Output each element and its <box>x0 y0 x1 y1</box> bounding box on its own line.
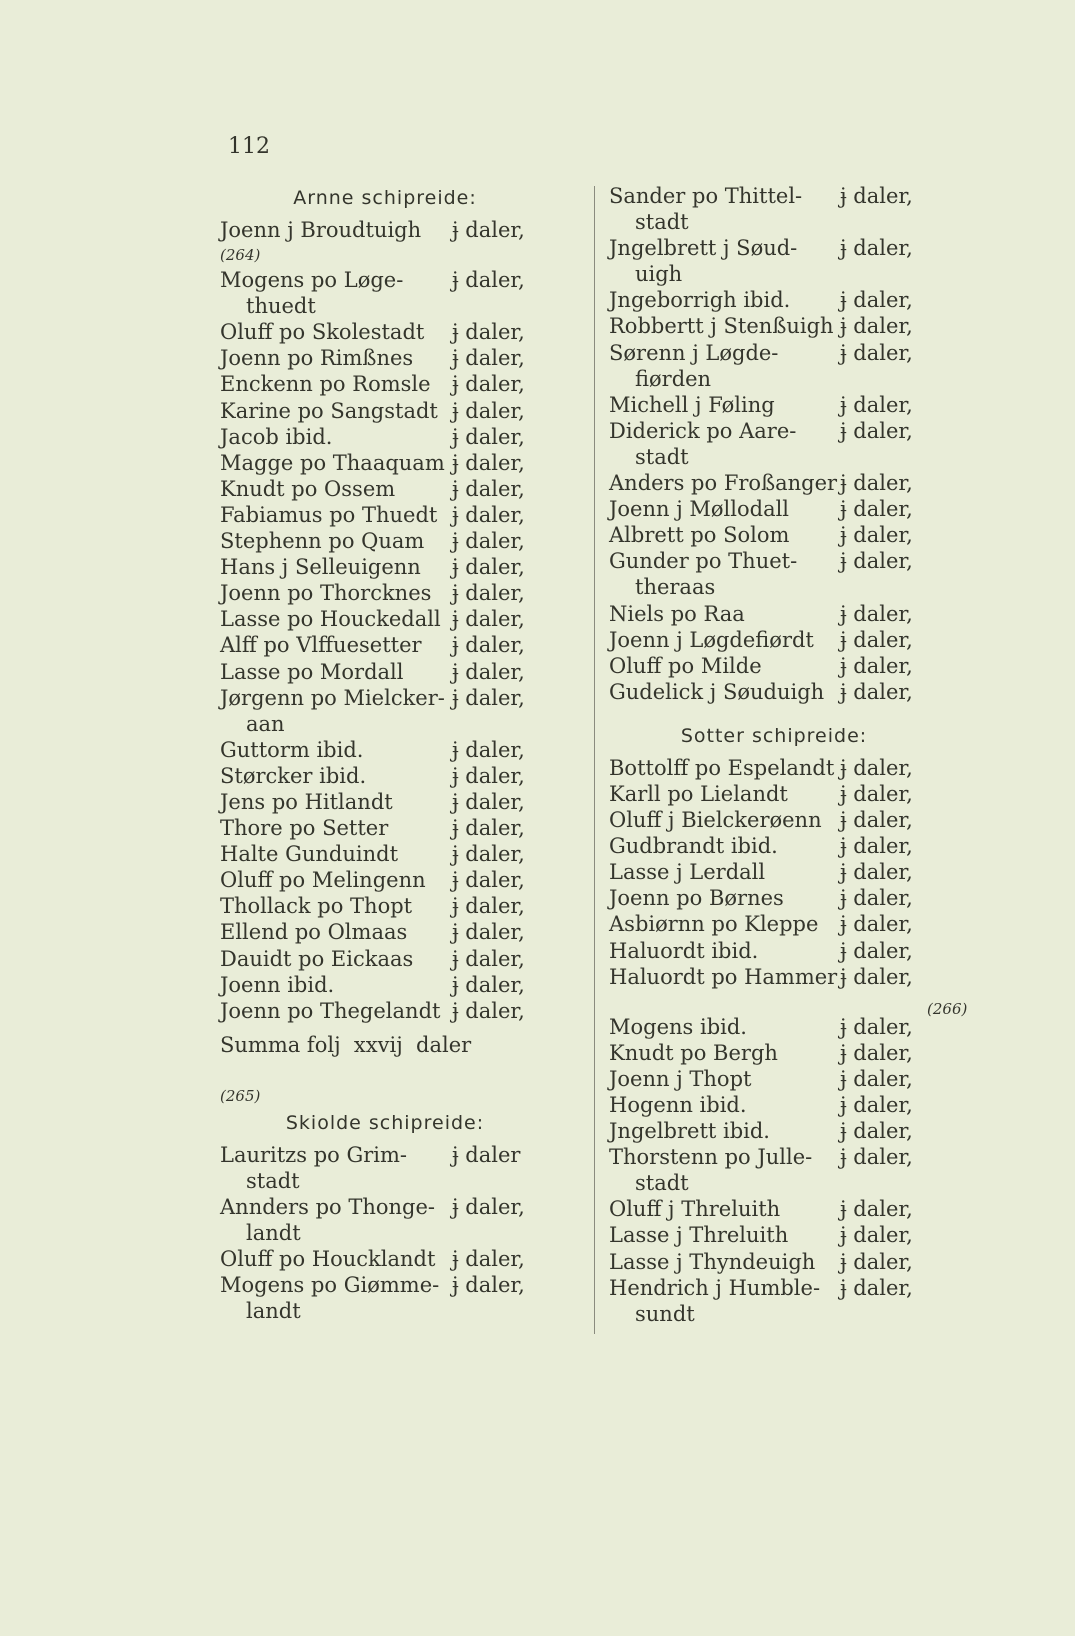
entry <box>609 1066 939 1092</box>
entry <box>220 867 550 893</box>
entry-name: Haluordt ibid. <box>609 938 759 963</box>
entry <box>220 424 550 450</box>
entry <box>609 522 939 548</box>
entry-amount: ɉ daler, <box>840 860 913 885</box>
entry-amount: ɉ daler, <box>452 607 525 632</box>
entry-name: Thollack po Thopt <box>220 894 413 919</box>
entry-name: Dauidt po Eickaas <box>220 946 414 971</box>
entry <box>220 737 550 763</box>
entry-name: Oluff po Houcklandt <box>220 1247 436 1272</box>
entry <box>609 1144 939 1170</box>
left-column <box>220 183 550 1325</box>
entry-name: Oluff po Melingenn <box>220 868 426 893</box>
entry <box>220 1194 550 1220</box>
entry-amount: ɉ daler, <box>452 398 525 423</box>
entry-name: Joenn po Thegelandt <box>220 998 441 1023</box>
entry-list <box>609 1014 939 1327</box>
entry-name: Karll po Lielandt <box>609 781 788 806</box>
entry-amount: ɉ daler, <box>840 834 913 859</box>
entry-amount: ɉ daler, <box>840 1223 913 1248</box>
entry-list <box>609 755 939 990</box>
entry <box>609 392 939 418</box>
entry-amount: ɉ daler, <box>840 886 913 911</box>
entry-name: Asbiørnn po Kleppe <box>609 912 819 937</box>
entry <box>609 287 939 313</box>
entry-name: Lauritzs po Grim- <box>220 1142 408 1167</box>
entry-name: Lasse j Lerdall <box>609 860 766 885</box>
entry-name: Gudbrandt ibid. <box>609 834 778 859</box>
entry-name: Magge po Thaaquam <box>220 450 445 475</box>
entry-name: Lasse po Mordall <box>220 659 404 684</box>
entry-name: Oluff j Bielckerøenn <box>609 808 822 833</box>
entry-amount: ɉ daler, <box>840 938 913 963</box>
entry-amount: ɉ daler, <box>452 1247 525 1272</box>
entry-name: Knudt po Ossem <box>220 476 396 501</box>
entry <box>609 627 939 653</box>
entry <box>220 398 550 424</box>
entry-name: Niels po Raa <box>609 601 745 626</box>
entry-amount: ɉ daler, <box>840 1014 913 1039</box>
entry-amount: ɉ daler, <box>840 1197 913 1222</box>
entry <box>609 781 939 807</box>
entry-name: Robbertt j Stenßuigh <box>609 314 834 339</box>
entry-name: Mogens po Giømme- <box>220 1273 440 1298</box>
entry-amount: ɉ daler, <box>452 946 525 971</box>
entry <box>220 319 550 345</box>
entry <box>609 1014 939 1040</box>
entry-name: Jngelbrett j Søud- <box>609 236 798 261</box>
entry-amount: ɉ daler, <box>452 972 525 997</box>
entry <box>220 946 550 972</box>
entry <box>609 1275 939 1301</box>
entry <box>609 496 939 522</box>
entry-name: Joenn j Løgdefiørdt <box>609 627 814 652</box>
entry-name: Jens po Hitlandt <box>220 789 393 814</box>
entry-name: Fabiamus po Thuedt <box>220 502 438 527</box>
entry <box>220 1246 550 1272</box>
entry-amount: ɉ daler, <box>452 502 525 527</box>
entry-amount: ɉ daler, <box>840 1249 913 1274</box>
entry-amount: ɉ daler, <box>452 633 525 658</box>
entry-amount: ɉ daler, <box>452 816 525 841</box>
page-marker: (265) <box>220 1086 261 1105</box>
entry-amount: ɉ daler, <box>452 424 525 449</box>
entry <box>609 964 939 990</box>
right-column <box>609 183 939 1327</box>
entry-amount: ɉ daler, <box>840 418 913 443</box>
entry-name: Sander po Thittel- <box>609 184 803 208</box>
entry-name: Haluordt po Hammer <box>609 964 838 989</box>
entry-amount: ɉ daler, <box>840 471 913 496</box>
entry-continuation: landt <box>246 1299 301 1324</box>
entry <box>220 371 550 397</box>
entry-amount: ɉ daler, <box>840 523 913 548</box>
entry-name: Hans j Selleuigenn <box>220 555 421 580</box>
entry <box>220 841 550 867</box>
entry <box>609 340 939 366</box>
entry <box>220 632 550 658</box>
entry-name: Joenn j Thopt <box>609 1066 752 1091</box>
entry <box>609 938 939 964</box>
entry-name: Lasse po Houckedall <box>220 607 441 632</box>
entry-amount: ɉ daler, <box>840 964 913 989</box>
entry-amount: ɉ daler, <box>452 842 525 867</box>
entry-amount: ɉ daler, <box>840 601 913 626</box>
entry <box>220 606 550 632</box>
entry-amount: ɉ daler, <box>452 894 525 919</box>
page-marker: (266) <box>927 1000 968 1018</box>
section-heading: Skiolde schipreide: <box>285 1111 485 1134</box>
entry-amount: ɉ daler, <box>452 268 525 293</box>
entry <box>220 972 550 998</box>
page-number: 112 <box>228 134 270 159</box>
entry-name: Joenn po Rimßnes <box>220 346 414 371</box>
entry <box>609 653 939 679</box>
entry-name: Annders po Thonge- <box>220 1195 436 1220</box>
entry-amount: ɉ daler, <box>452 450 525 475</box>
entry-continuation: theraas <box>635 575 716 600</box>
entry <box>220 450 550 476</box>
entry-name: Diderick po Aare- <box>609 418 797 443</box>
entry-name: Gudelick j Søuduigh <box>609 679 825 704</box>
entry <box>609 601 939 627</box>
entry-amount: ɉ daler, <box>452 529 525 554</box>
entry-amount: ɉ daler, <box>452 659 525 684</box>
entry-continuation: thuedt <box>246 294 316 319</box>
entry-name: Enckenn po Romsle <box>220 372 431 397</box>
entry <box>609 911 939 937</box>
entry-name: Lasse j Threluith <box>609 1223 789 1248</box>
entry-amount: ɉ daler, <box>840 653 913 678</box>
entry <box>609 1118 939 1144</box>
entry-amount: ɉ daler, <box>452 868 525 893</box>
entry-name: Ellend po Olmaas <box>220 920 408 945</box>
entry-name: Halte Gunduindt <box>220 842 399 867</box>
entry <box>609 235 939 261</box>
entry <box>220 267 550 293</box>
entry-name: Oluff po Skolestadt <box>220 320 425 345</box>
entry-name: Jngelbrett ibid. <box>609 1119 770 1144</box>
entry <box>220 998 550 1024</box>
entry <box>609 885 939 911</box>
column-divider <box>594 186 595 1334</box>
entry-amount: ɉ daler, <box>452 1273 525 1298</box>
entry-continuation: sundt <box>635 1301 695 1326</box>
entry <box>220 345 550 371</box>
entry <box>220 659 550 685</box>
entry-amount: ɉ daler, <box>840 1119 913 1144</box>
section-heading: Arnne schipreide: <box>293 187 477 209</box>
entry-amount: ɉ daler, <box>452 581 525 606</box>
entry-amount: ɉ daler <box>452 1142 521 1167</box>
entry-amount: ɉ daler, <box>840 1093 913 1117</box>
entry <box>609 833 939 859</box>
entry-name: Joenn po Thorcknes <box>220 581 432 606</box>
entry <box>220 763 550 789</box>
entry <box>220 217 550 243</box>
entry-amount: ɉ daler, <box>840 912 913 937</box>
entry <box>609 1222 939 1248</box>
entry-amount: ɉ daler, <box>840 1066 913 1091</box>
entry-name: Joenn ibid. <box>220 972 335 997</box>
entry-name: Hogenn ibid. <box>609 1093 747 1117</box>
entry-name: Joenn j Møllodall <box>609 497 790 522</box>
entry-name: Mogens po Løge- <box>220 268 404 293</box>
entry <box>220 1142 550 1168</box>
entry-amount: ɉ daler, <box>840 1275 913 1300</box>
entry-continuation: uigh <box>635 262 683 287</box>
entry-amount: ɉ daler, <box>452 555 525 580</box>
entry-name: Størcker ibid. <box>220 763 367 788</box>
entry-amount: ɉ daler, <box>452 320 525 345</box>
entry-continuation: landt <box>246 1221 301 1246</box>
entry <box>609 313 939 339</box>
entry-amount: ɉ daler, <box>452 372 525 397</box>
entry-name: Stephenn po Quam <box>220 529 425 554</box>
entry-amount: ɉ daler, <box>452 346 525 371</box>
entry-name: Oluff j Threluith <box>609 1197 781 1222</box>
entry-name: Joenn j Broudtuigh <box>220 218 422 242</box>
entry-amount: ɉ daler, <box>840 1040 913 1065</box>
entry <box>609 1040 939 1066</box>
entry-name: Thore po Setter <box>220 816 389 841</box>
entry-amount: ɉ daler, <box>840 1145 913 1170</box>
entry-amount: ɉ daler, <box>452 789 525 814</box>
entry-name: Alff po Vlffuesetter <box>220 633 422 658</box>
entry-name: Michell j Føling <box>609 392 775 417</box>
entry <box>609 807 939 833</box>
entry-amount: ɉ daler, <box>452 218 525 242</box>
page-marker: (264) <box>220 246 261 265</box>
entry <box>609 418 939 444</box>
entry <box>220 580 550 606</box>
entry <box>220 528 550 554</box>
entry-name: Mogens ibid. <box>609 1014 747 1039</box>
entry-name: Jacob ibid. <box>220 424 333 449</box>
entry <box>609 1249 939 1275</box>
entry-name: Bottolff po Espelandt <box>609 755 835 780</box>
entry <box>609 470 939 496</box>
entry-name: Jngeborrigh ibid. <box>609 288 791 313</box>
entry-continuation: aan <box>246 711 285 736</box>
entry-amount: ɉ daler, <box>840 781 913 806</box>
entry-name: Karine po Sangstadt <box>220 398 438 423</box>
entry-name: Oluff po Milde <box>609 653 762 678</box>
entry-name: Gunder po Thuet- <box>609 549 798 574</box>
entry-list <box>220 1142 550 1325</box>
entry <box>220 815 550 841</box>
entry <box>609 679 939 705</box>
entry-amount: ɉ daler, <box>840 392 913 417</box>
entry-amount: ɉ daler, <box>840 808 913 833</box>
entry-continuation: stadt <box>635 1171 689 1196</box>
entry-amount: ɉ daler, <box>840 314 913 339</box>
entry-amount: ɉ daler, <box>452 737 525 762</box>
section-heading: Sotter schipreide: <box>680 724 868 747</box>
entry-name: Jørgenn po Mielcker- <box>220 685 445 710</box>
entry <box>220 919 550 945</box>
entry-amount: ɉ daler, <box>840 497 913 522</box>
entry <box>220 893 550 919</box>
entry <box>609 183 939 209</box>
entry <box>609 1092 939 1118</box>
entry <box>220 789 550 815</box>
entry-amount: ɉ daler, <box>452 476 525 501</box>
entry-list <box>220 267 550 1024</box>
entry-name: Thorstenn po Julle- <box>609 1145 813 1170</box>
entry-amount: ɉ daler, <box>840 184 913 208</box>
entry-amount: ɉ daler, <box>840 755 913 780</box>
entry <box>609 548 939 574</box>
entry <box>220 502 550 528</box>
entry-amount: ɉ daler, <box>840 288 913 313</box>
entry-amount: ɉ daler, <box>840 679 913 704</box>
entry-name: Joenn po Børnes <box>609 886 784 911</box>
entry <box>609 755 939 781</box>
sum-line: Summa folj xxvij daler <box>220 1032 472 1057</box>
entry-name: Albrett po Solom <box>609 523 790 548</box>
entry-name: Anders po Froßanger <box>609 471 838 496</box>
entry-amount: ɉ daler, <box>452 763 525 788</box>
entry-continuation: stadt <box>635 444 689 469</box>
entry <box>220 554 550 580</box>
entry-list <box>609 183 939 705</box>
entry-amount: ɉ daler, <box>452 685 525 710</box>
entry-amount: ɉ daler, <box>452 998 525 1023</box>
entry-amount: ɉ daler, <box>840 549 913 574</box>
entry-amount: ɉ daler, <box>840 340 913 365</box>
entry <box>220 685 550 711</box>
entry <box>220 476 550 502</box>
entry-continuation: fiørden <box>635 366 712 391</box>
entry <box>609 859 939 885</box>
entry-amount: ɉ daler, <box>452 1195 525 1220</box>
entry-continuation: stadt <box>635 210 689 235</box>
entry <box>220 1272 550 1298</box>
entry-name: Knudt po Bergh <box>609 1040 778 1065</box>
entry-amount: ɉ daler, <box>840 236 913 261</box>
entry-name: Guttorm ibid. <box>220 737 364 762</box>
entry-name: Hendrich j Humble- <box>609 1275 821 1300</box>
entry-continuation: stadt <box>246 1169 300 1193</box>
entry-name: Sørenn j Løgde- <box>609 340 779 365</box>
entry-name: Lasse j Thyndeuigh <box>609 1249 816 1274</box>
entry <box>609 1196 939 1222</box>
entry-amount: ɉ daler, <box>452 920 525 945</box>
entry-amount: ɉ daler, <box>840 627 913 652</box>
